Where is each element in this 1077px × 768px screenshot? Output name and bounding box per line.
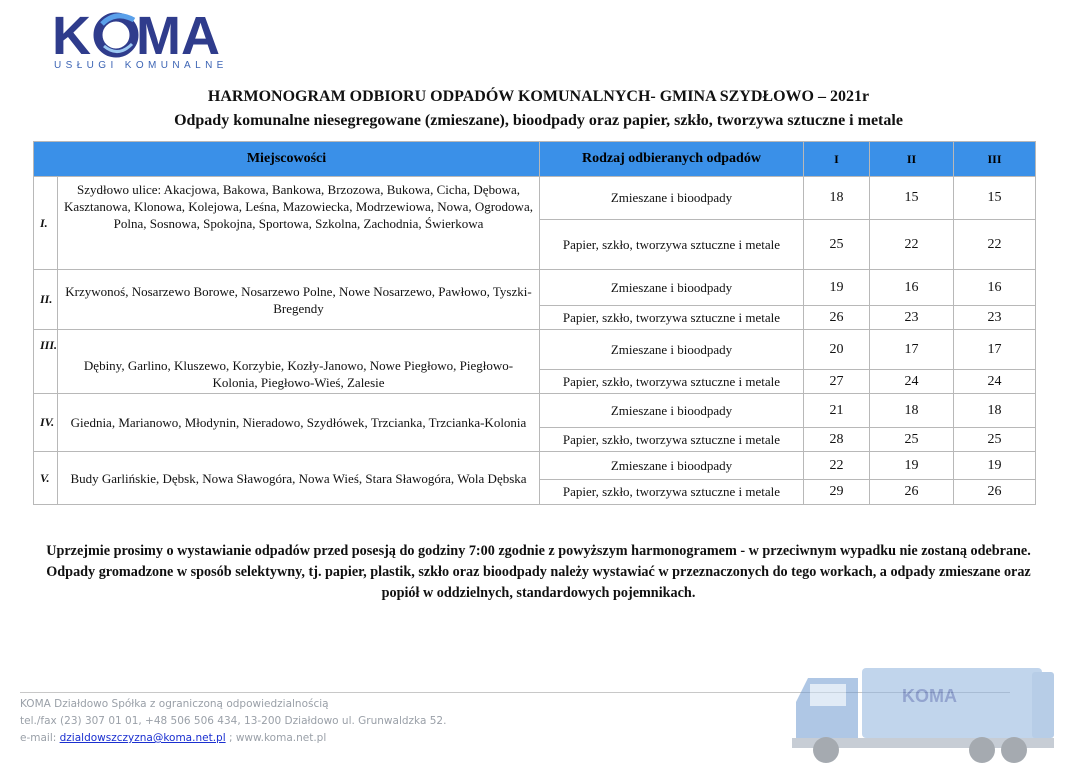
day-month-1: 25	[804, 220, 870, 270]
koma-ma: MA	[136, 6, 220, 62]
day-month-2: 23	[870, 306, 954, 330]
waste-type: Papier, szkło, tworzywa sztuczne i metale	[540, 306, 804, 330]
header-month-1: I	[804, 142, 870, 177]
day-month-3: 25	[954, 428, 1036, 452]
waste-type: Papier, szkło, tworzywa sztuczne i metale	[540, 428, 804, 452]
koma-logo	[52, 6, 262, 72]
table-row	[34, 270, 1036, 306]
day-month-3: 24	[954, 370, 1036, 394]
day-month-2: 15	[870, 177, 954, 220]
day-month-3: 18	[954, 394, 1036, 428]
day-month-2: 16	[870, 270, 954, 306]
district-number: IV.	[34, 394, 58, 452]
schedule-table	[33, 141, 1036, 505]
garbage-truck-icon	[792, 662, 1060, 766]
district-number: II.	[34, 270, 58, 330]
district-number: I.	[34, 177, 58, 270]
day-month-1: 27	[804, 370, 870, 394]
waste-type: Zmieszane i bioodpady	[540, 177, 804, 220]
district-places: Giednia, Marianowo, Młodynin, Nieradowo, Szydłówek, Trzcianka, Trzcianka-Kolonia	[58, 394, 540, 452]
waste-type: Papier, szkło, tworzywa sztuczne i metale	[540, 220, 804, 270]
day-month-1: 19	[804, 270, 870, 306]
footer-website: www.koma.net.pl	[235, 732, 327, 744]
table-row	[34, 177, 1036, 220]
table-header-row	[34, 142, 1036, 177]
day-month-1: 28	[804, 428, 870, 452]
table-row	[34, 394, 1036, 428]
table-row	[34, 330, 1036, 370]
district-places: Krzywonoś, Nosarzewo Borowe, Nosarzewo Polne, Nowe Nosarzewo, Pawłowo, Tyszki-Bregendy	[58, 270, 540, 330]
footer-company: KOMA Działdowo Spółka z ograniczoną odpowiedzialnością	[20, 698, 329, 710]
waste-type: Zmieszane i bioodpady	[540, 452, 804, 480]
header-month-3: III	[954, 142, 1036, 177]
day-month-3: 26	[954, 480, 1036, 505]
truck-logo: KOMA	[902, 686, 957, 706]
day-month-3: 22	[954, 220, 1036, 270]
page-title: HARMONOGRAM ODBIORU ODPADÓW KOMUNALNYCH- GMINA SZYDŁOWO – 2021r	[207, 88, 870, 105]
day-month-1: 18	[804, 177, 870, 220]
day-month-3: 19	[954, 452, 1036, 480]
day-month-3: 17	[954, 330, 1036, 370]
footer-email-link[interactable]: dzialdowszczyzna@koma.net.pl	[59, 732, 226, 744]
logo-tagline: USŁUGI KOMUNALNE	[54, 60, 228, 71]
page-subtitle: Odpady komunalne niesegregowane (zmieszane), bioodpady oraz papier, szkło, tworzywa sztuczne i metale	[174, 112, 903, 129]
day-month-1: 26	[804, 306, 870, 330]
district-places: Budy Garlińskie, Dębsk, Nowa Sławogóra, Nowa Wieś, Stara Sławogóra, Wola Dębska	[58, 452, 540, 505]
waste-type: Papier, szkło, tworzywa sztuczne i metale	[540, 480, 804, 505]
header-places: Miejscowości	[34, 142, 540, 177]
day-month-2: 18	[870, 394, 954, 428]
day-month-1: 29	[804, 480, 870, 505]
day-month-1: 21	[804, 394, 870, 428]
notice-text: Uprzejmie prosimy o wystawianie odpadów przed posesją do godziny 7:00 zgodnie z powyższym harmonogramem - w przeciwnym wypadku nie zostaną odebrane. Odpady gromadzone w sposób selektywny, tj. papier, plastik, szkło oraz bioodpady należy wystawiać w przeznaczonych do tego workach, a odpady zmieszane oraz popiół w oddzielnych, standardowych pojemnikach.	[46, 543, 1031, 601]
header-month-2: II	[870, 142, 954, 177]
header-waste-type: Rodzaj odbieranych odpadów	[540, 142, 804, 177]
day-month-3: 16	[954, 270, 1036, 306]
day-month-2: 24	[870, 370, 954, 394]
district-number: III.	[34, 330, 58, 394]
district-number: V.	[34, 452, 58, 505]
waste-type: Zmieszane i bioodpady	[540, 394, 804, 428]
koma-wordmark	[52, 6, 267, 62]
day-month-2: 17	[870, 330, 954, 370]
district-places: Szydłowo ulice: Akacjowa, Bakowa, Bankowa, Brzozowa, Bukowa, Cicha, Dębowa, Kasztanowa, Klonowa, Kolejowa, Leśna, Mazowiecka, Modrzewiowa, Nowa, Ogrodowa, Polna, Sosnowa, Spokojna, Sportowa, Szkolna, Zachodnia, Świerkowa	[58, 177, 540, 270]
koma-k: K	[52, 6, 91, 62]
footer-contact: tel./fax (23) 307 01 01, +48 506 506 434, 13-200 Działdowo ul. Grunwaldzka 52.	[20, 715, 447, 727]
table-row	[34, 452, 1036, 480]
day-month-2: 19	[870, 452, 954, 480]
district-places: Dębiny, Garlino, Kluszewo, Korzybie, Kozły-Janowo, Nowe Piegłowo, Piegłowo-Kolonia, Piegłowo-Wieś, Zalesie	[58, 330, 540, 394]
waste-type: Zmieszane i bioodpady	[540, 330, 804, 370]
day-month-2: 22	[870, 220, 954, 270]
waste-type: Papier, szkło, tworzywa sztuczne i metale	[540, 370, 804, 394]
koma-o-swirl-icon	[98, 16, 134, 53]
footer-separator: ;	[225, 732, 236, 744]
footer-email-prefix: e-mail:	[20, 732, 60, 744]
waste-type: Zmieszane i bioodpady	[540, 270, 804, 306]
day-month-3: 15	[954, 177, 1036, 220]
day-month-2: 25	[870, 428, 954, 452]
day-month-1: 20	[804, 330, 870, 370]
day-month-2: 26	[870, 480, 954, 505]
day-month-1: 22	[804, 452, 870, 480]
day-month-3: 23	[954, 306, 1036, 330]
